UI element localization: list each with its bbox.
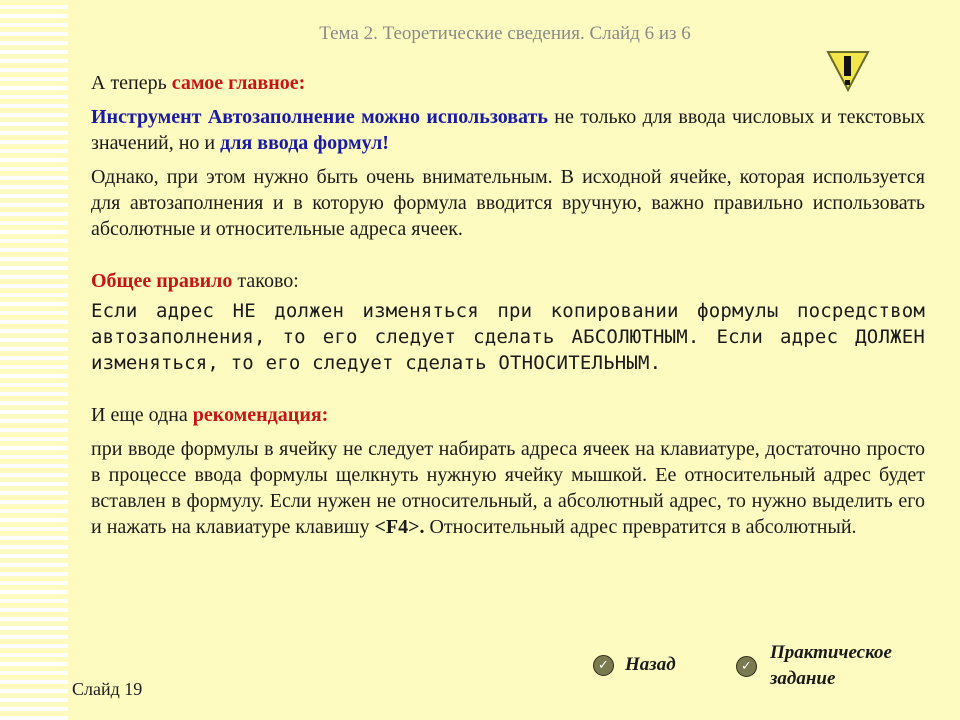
back-button[interactable] bbox=[593, 654, 676, 676]
rule-heading bbox=[91, 268, 925, 294]
page-title: Тема 2. Теоретические сведения. Слайд 6 из 6 bbox=[319, 23, 691, 44]
recommendation-highlight: рекомендация: bbox=[192, 404, 329, 426]
practice-task-label-line1: Практическое bbox=[770, 642, 892, 663]
practice-task-button[interactable] bbox=[736, 640, 892, 692]
practice-task-label bbox=[770, 640, 892, 692]
recommendation-text-end: Относительный адрес превратится в абсолютный. bbox=[424, 516, 857, 538]
f4-key-label: <F4>. bbox=[374, 516, 425, 538]
recommendation-heading bbox=[91, 402, 925, 428]
rule-heading-highlight: Общее правило bbox=[91, 270, 233, 292]
check-icon: ✓ bbox=[593, 655, 614, 676]
autofill-text: не только для ввода числовых и текстовых значений, но и bbox=[91, 106, 926, 154]
intro-line bbox=[91, 70, 925, 96]
rule-text: Если адрес НЕ должен изменяться при копировании формулы посредством автозаполнения, то его следует сделать АБСОЛЮТНЫМ. Если адрес ДОЛЖЕН изменяться, то его следует сделать ОТНОСИТЕЛЬНЫМ. bbox=[91, 300, 925, 374]
autofill-paragraph bbox=[91, 104, 925, 156]
recommendation-paragraph bbox=[91, 436, 925, 540]
practice-task-label-line2: задание bbox=[770, 668, 836, 689]
autofill-highlight: Инструмент Автозаполнение можно использовать bbox=[91, 106, 548, 128]
intro-prefix: А теперь bbox=[91, 72, 172, 94]
recommendation-text: при вводе формулы в ячейку не следует набирать адреса ячеек на клавиатуре, достаточно просто в процессе ввода формулы щелкнуть нужную ячейку мышкой. Ее относительный адрес будет вставлен в формулу. Если нужен не относительный, а абсолютный адрес, то нужно выделить его и нажать на клавиатуре клавишу bbox=[91, 438, 925, 538]
recommendation-prefix: И еще одна bbox=[91, 404, 193, 426]
intro-highlight: самое главное: bbox=[171, 72, 306, 94]
check-icon: ✓ bbox=[736, 656, 757, 677]
rule-heading-suffix: таково: bbox=[232, 270, 299, 292]
decorative-stripes bbox=[0, 0, 68, 720]
slide-number: Слайд 19 bbox=[72, 679, 143, 699]
slide-content bbox=[91, 70, 925, 540]
back-button-label: Назад bbox=[625, 654, 676, 675]
formula-highlight: для ввода формул! bbox=[220, 132, 389, 154]
caution-paragraph: Однако, при этом нужно быть очень внимательным. В исходной ячейке, которая используется для автозаполнения и в которую формула вводится вручную, важно правильно использовать абсолютные и относительные адреса ячеек. bbox=[91, 166, 925, 240]
